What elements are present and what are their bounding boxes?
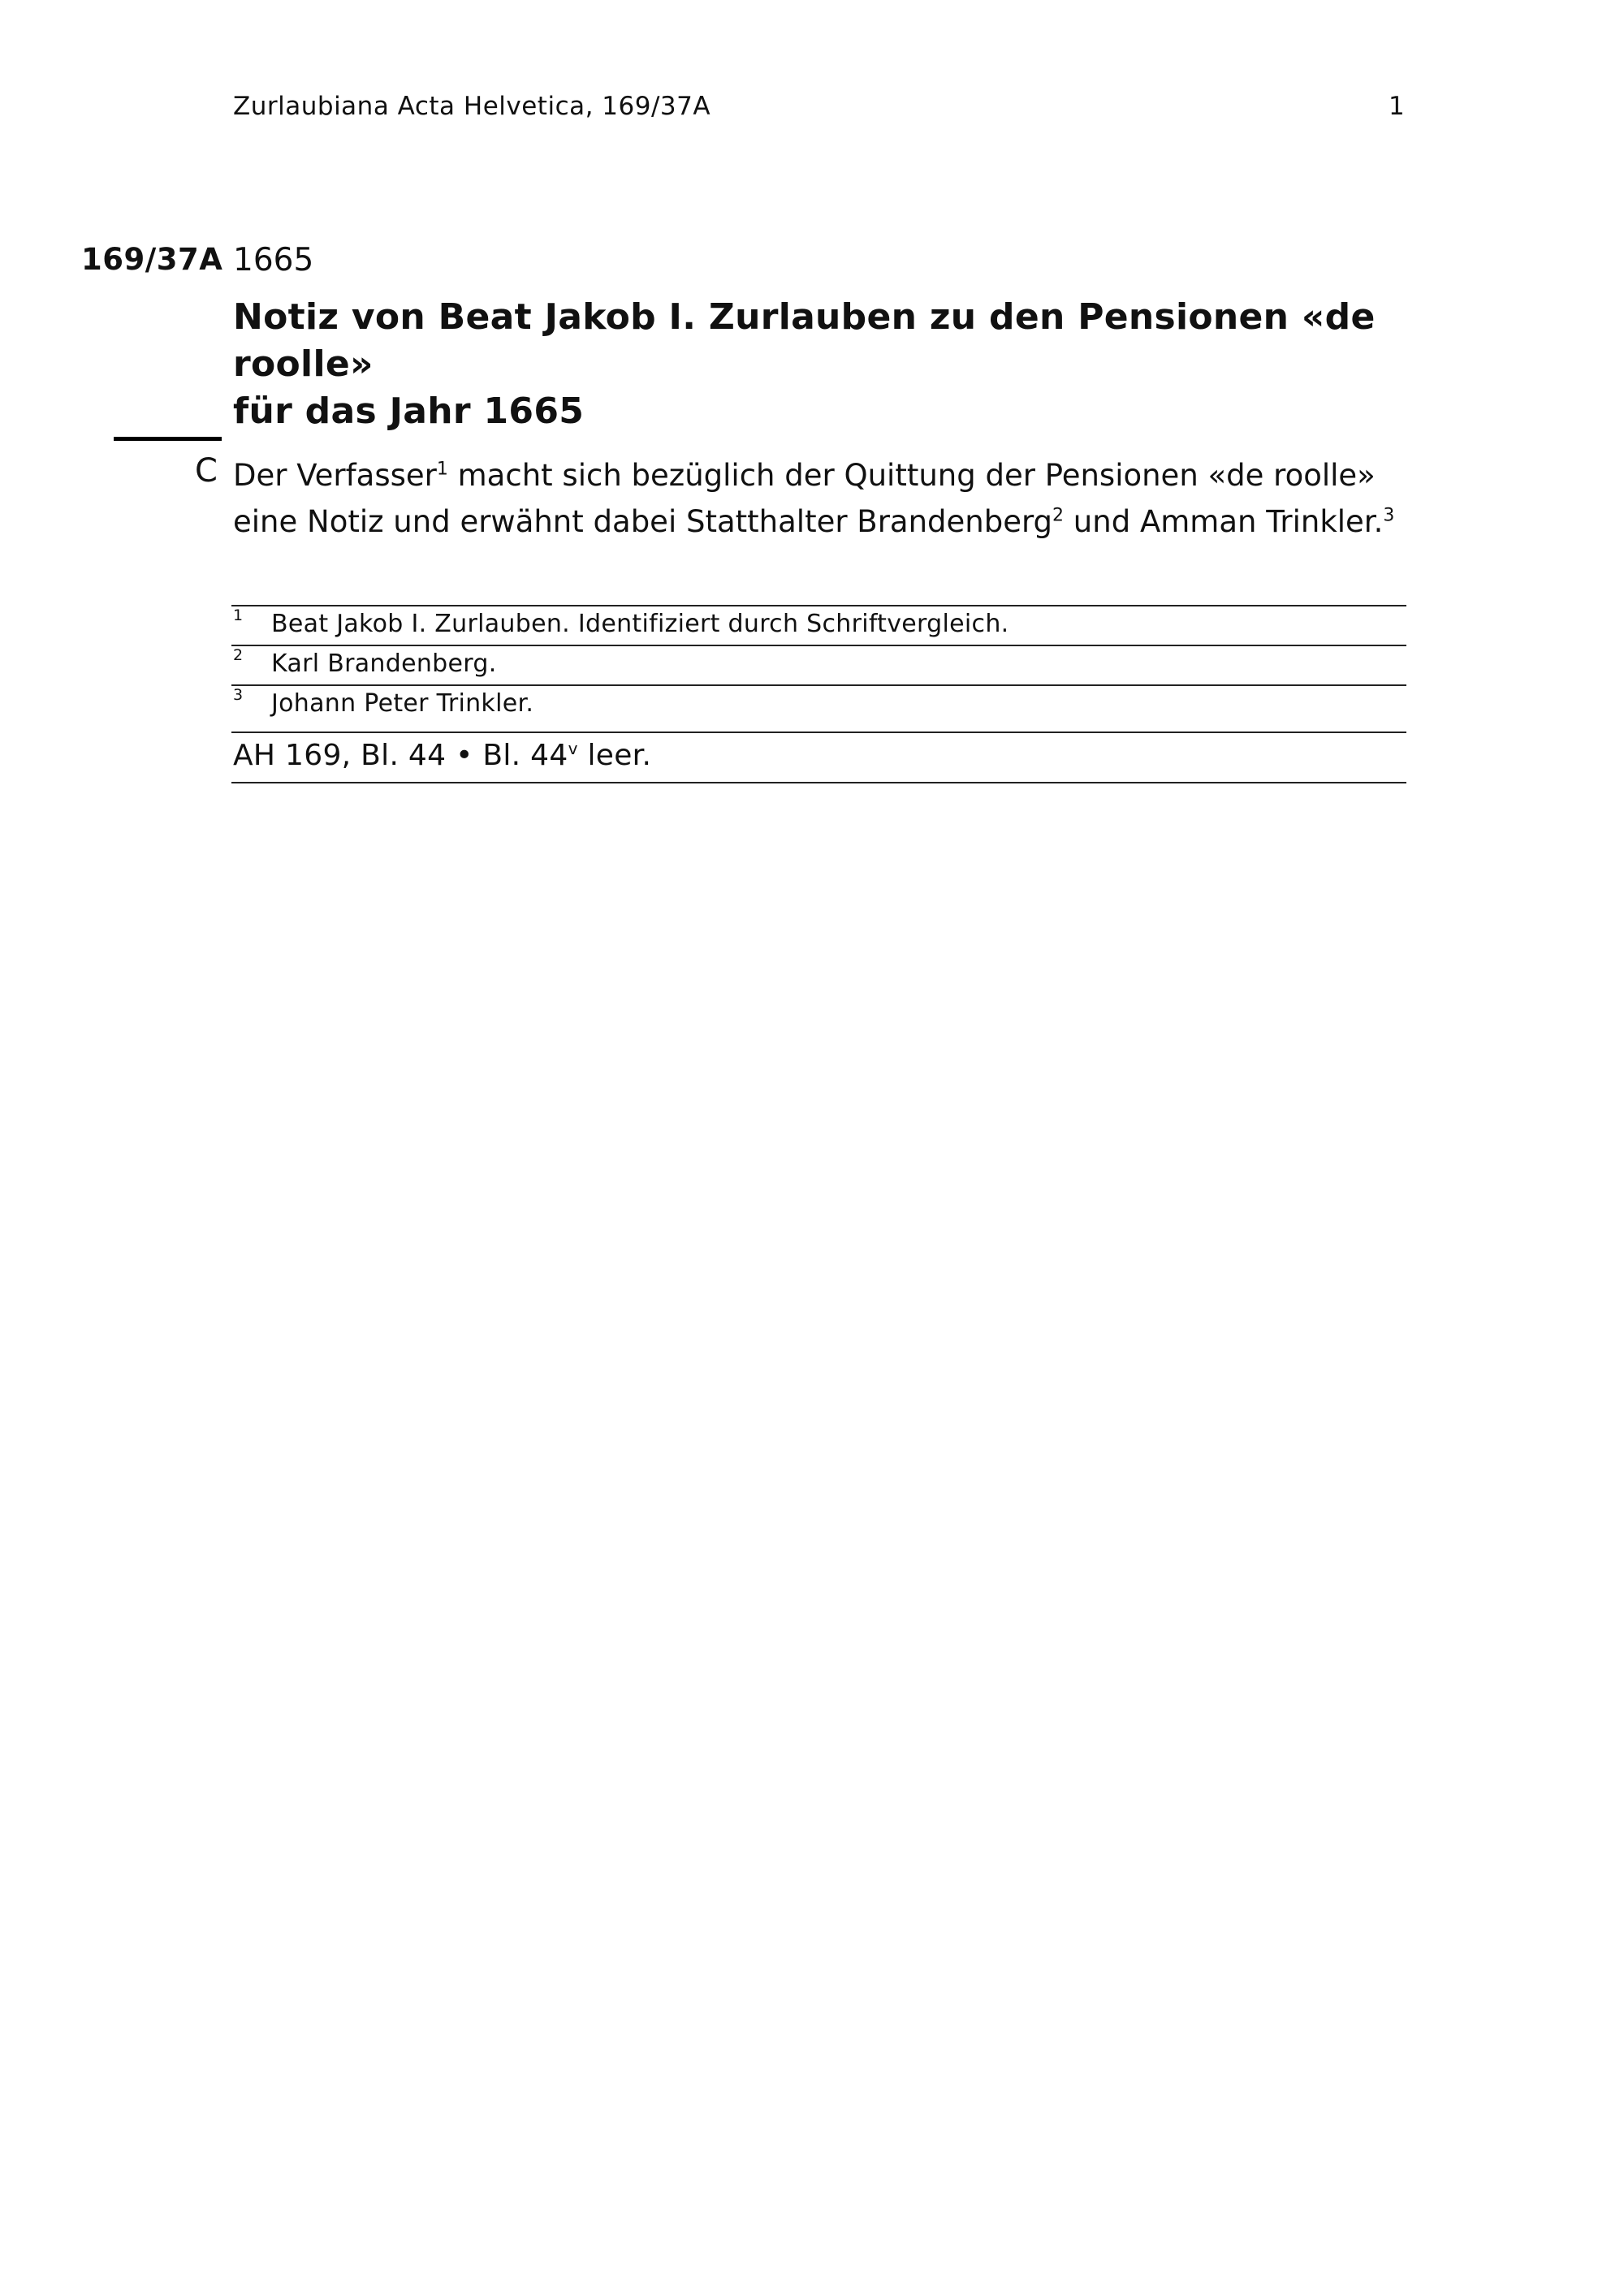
footnote-text: Johann Peter Trinkler.	[271, 689, 534, 718]
source-verso-mark: v	[568, 739, 578, 758]
running-header: Zurlaubiana Acta Helvetica, 169/37A	[233, 92, 711, 121]
footnote-text: Beat Jakob I. Zurlauben. Identifiziert durch Schriftvergleich.	[271, 610, 1009, 638]
page-number: 1	[1389, 92, 1405, 121]
margin-rule	[114, 437, 222, 441]
document-title-line-2: für das Jahr 1665	[233, 391, 585, 432]
footnote-ref-3[interactable]: 3	[1383, 505, 1395, 526]
footnotes	[231, 605, 1406, 783]
footnote	[231, 605, 1406, 645]
margin-sigle: C	[195, 452, 218, 490]
source-text-tail: leer.	[577, 739, 652, 772]
source-reference	[231, 732, 1406, 783]
footnote-text: Karl Brandenberg.	[271, 650, 497, 678]
summary-part-1: Der Verfasser	[233, 458, 437, 493]
footnote	[231, 645, 1406, 684]
footnote-number: 1	[233, 606, 244, 624]
footnote	[231, 684, 1406, 724]
footnote-ref-1[interactable]: 1	[436, 459, 448, 480]
document-title-line-1: Notiz von Beat Jakob I. Zurlauben zu den Pensionen «de roolle»	[233, 296, 1376, 385]
summary-text	[233, 452, 1402, 545]
source-text-main: AH 169, Bl. 44 • Bl. 44	[233, 739, 568, 772]
document-title	[233, 294, 1386, 435]
footnote-number: 2	[233, 646, 244, 664]
source-text	[233, 739, 651, 772]
summary-part-4: und Amman Trinkler.	[1064, 504, 1384, 539]
summary-part-2: macht sich bezüglich der Quittung der Pensionen «de roolle»	[447, 458, 1376, 493]
footnote-ref-2[interactable]: 2	[1052, 505, 1065, 526]
document-id: 169/37A	[81, 242, 223, 277]
document-date: 1665	[233, 242, 314, 278]
footnote-number: 3	[233, 686, 244, 704]
summary-part-3: eine Notiz und erwähnt dabei Statthalter Brandenberg	[233, 504, 1053, 539]
